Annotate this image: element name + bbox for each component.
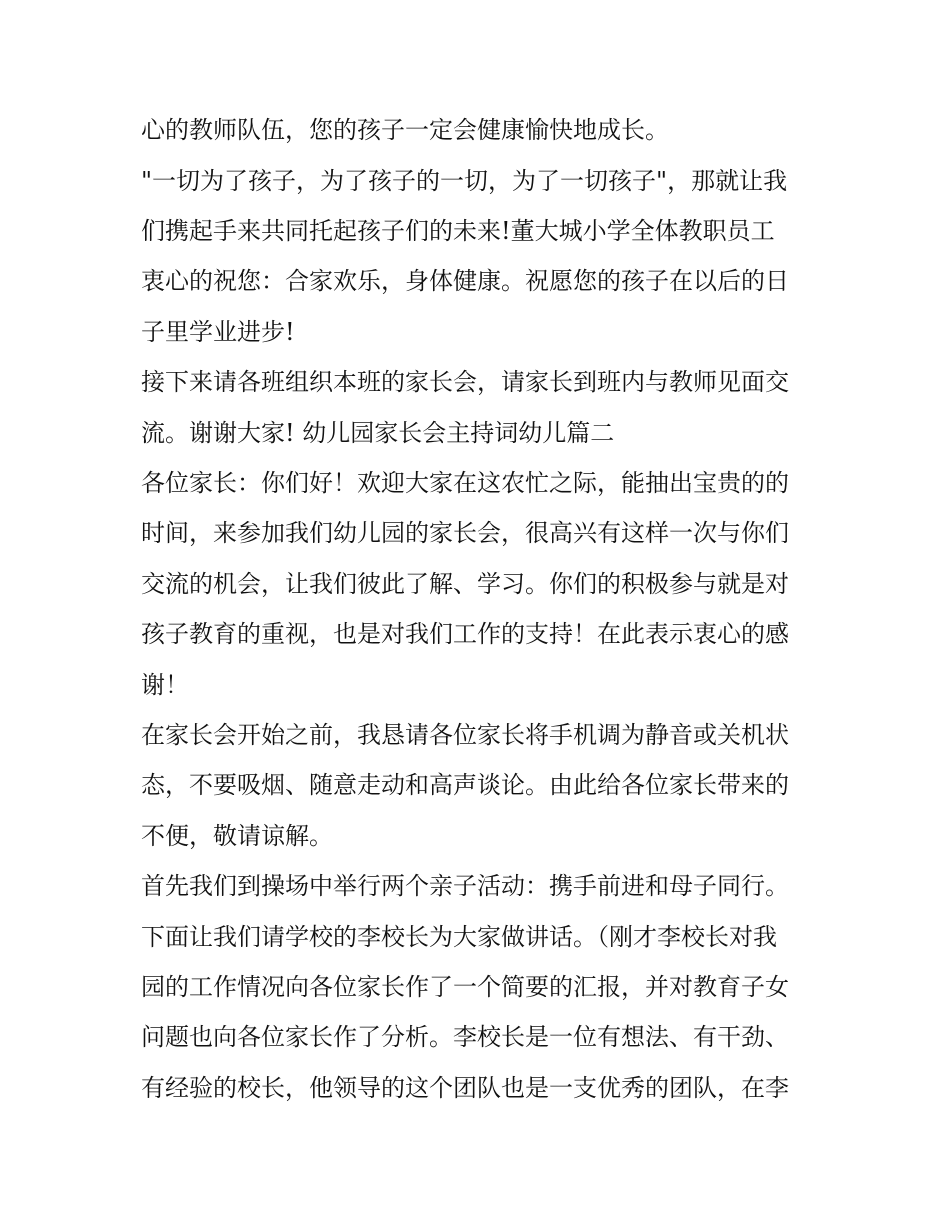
text-line: 流。谢谢大家! 幼儿园家长会主持词幼儿篇二 <box>141 419 615 447</box>
text-line: 交流的机会，让我们彼此了解、学习。你们的积极参与就是对 <box>141 570 789 598</box>
text-line: 孩子教育的重视，也是对我们工作的支持！在此表示衷心的感 <box>141 620 789 648</box>
text-line: 问题也向各位家长作了分析。李校长是一位有想法、有干劲、 <box>141 1023 789 1051</box>
text-line: 下面让我们请学校的李校长为大家做讲话。（刚才李校长对我 <box>141 923 777 951</box>
text-line: 时间，来参加我们幼儿园的家长会，很高兴有这样一次与你们 <box>141 519 789 547</box>
text-line: 谢！ <box>141 671 189 699</box>
text-line: 园的工作情况向各位家长作了一个简要的汇报，并对教育子女 <box>141 973 789 1001</box>
text-line: 有经验的校长，他领导的这个团队也是一支优秀的团队，在李 <box>141 1074 789 1102</box>
text-line: 衷心的祝您：合家欢乐，身体健康。祝愿您的孩子在以后的日 <box>141 267 789 295</box>
text-line: 接下来请各班组织本班的家长会，请家长到班内与教师见面交 <box>141 368 789 396</box>
text-line: 们携起手来共同托起孩子们的未来!董大城小学全体教职员工 <box>141 217 775 245</box>
text-line: 态，不要吸烟、随意走动和高声谈论。由此给各位家长带来的 <box>141 771 789 799</box>
text-line: 不便，敬请谅解。 <box>141 822 333 850</box>
text-line: 各位家长：你们好！欢迎大家在这农忙之际，能抽出宝贵的的 <box>141 469 789 497</box>
text-line: 子里学业进步! <box>141 318 295 346</box>
text-line: 首先我们到操场中举行两个亲子活动：携手前进和母子同行。 <box>141 872 789 900</box>
text-line: "一切为了孩子，为了孩子的一切，为了一切孩子"，那就让我 <box>141 167 788 195</box>
text-line: 在家长会开始之前，我恳请各位家长将手机调为静音或关机状 <box>141 721 789 749</box>
text-line: 心的教师队伍，您的孩子一定会健康愉快地成长。 <box>141 116 669 144</box>
